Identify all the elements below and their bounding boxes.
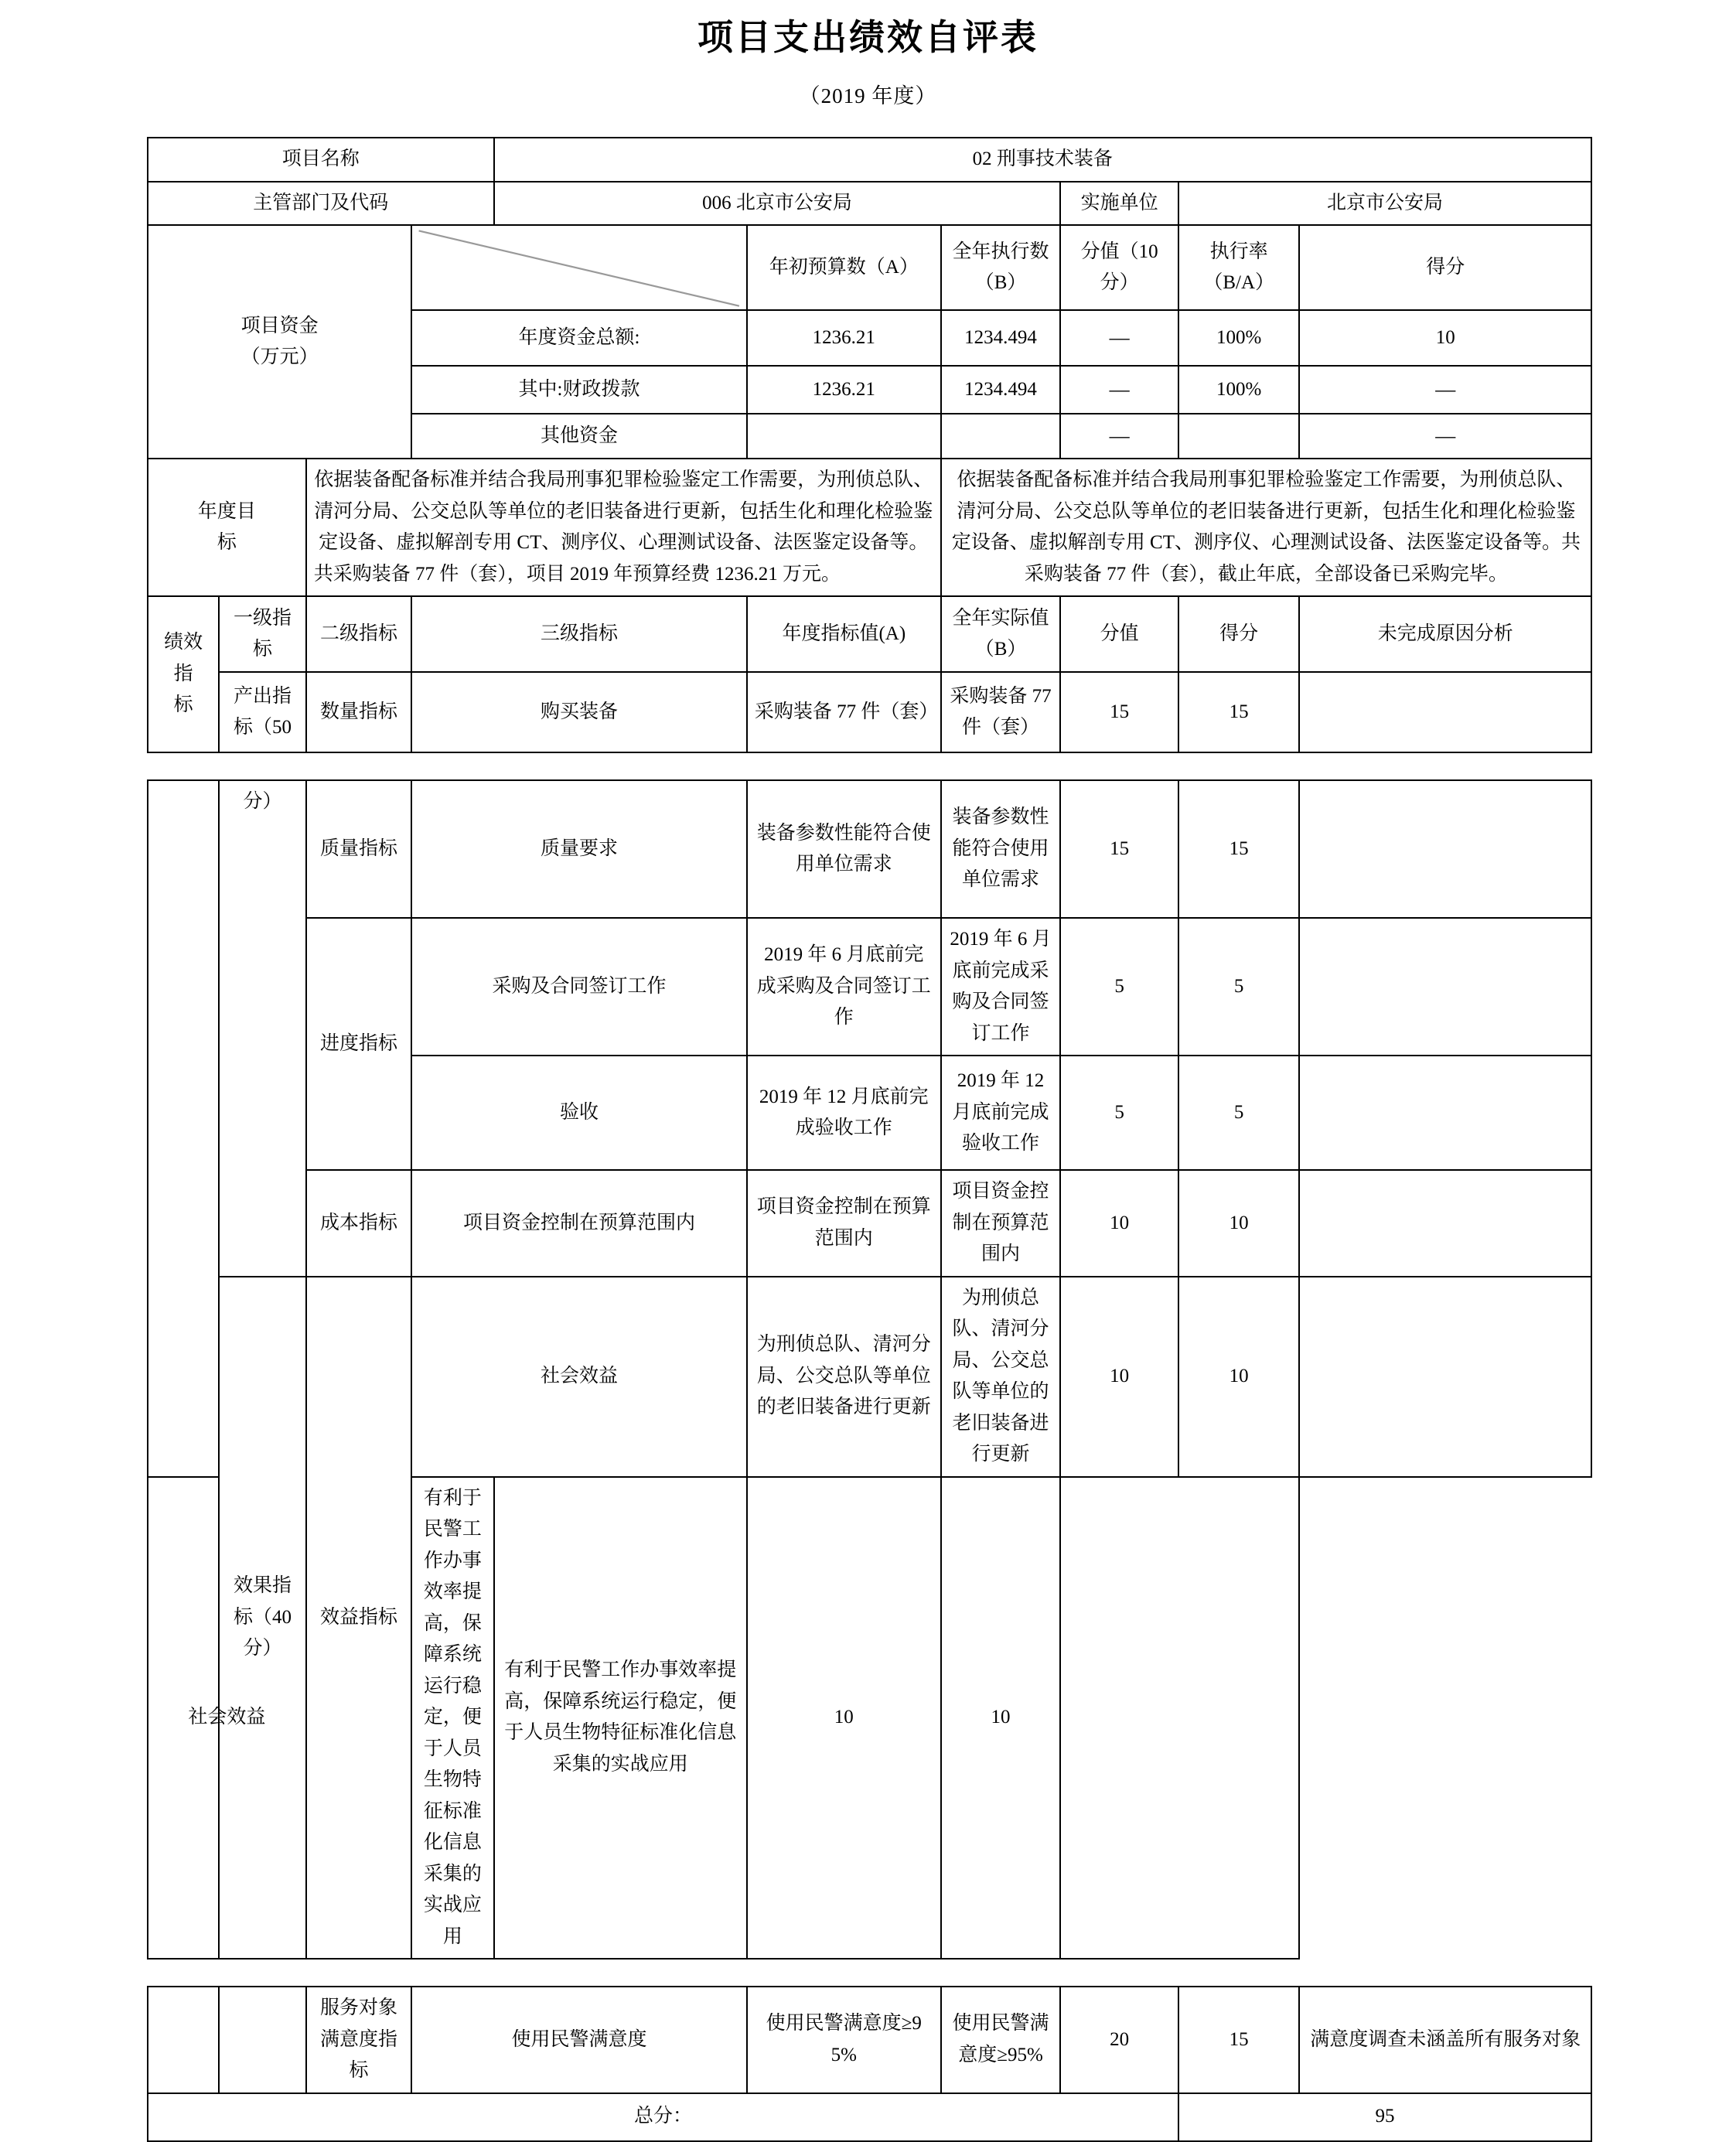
performance-header-score: 得分	[1178, 596, 1300, 672]
funds-header-executed	[941, 225, 1061, 310]
performance-row-0-level1	[219, 672, 305, 752]
performance-row-0-reason	[1299, 672, 1591, 752]
performance-row-5-level2: 效益指标	[306, 1277, 412, 1960]
funds-header-rate	[1178, 225, 1300, 310]
funds-header-score: 得分	[1299, 225, 1591, 310]
performance-row-6-score: 10	[941, 1477, 1061, 1960]
funds-row-2-weight: —	[1060, 414, 1178, 459]
funds-row-0-executed: 1234.494	[941, 310, 1061, 366]
performance-row-2-level2: 进度指标	[306, 918, 412, 1170]
performance-row-1-reason	[1299, 780, 1591, 918]
unit-label: 实施单位	[1060, 182, 1178, 226]
table-row-annual-goal	[148, 459, 1591, 596]
performance-row-7-level1	[219, 1987, 305, 2093]
performance-row-0-weight: 15	[1060, 672, 1178, 752]
performance-row-1-actual: 装备参数性能符合使用单位需求	[941, 780, 1061, 918]
table-row-total-score	[148, 2093, 1591, 2141]
table-row-performance-5	[148, 1277, 1591, 1477]
performance-row-0-level2: 数量指标	[306, 672, 412, 752]
performance-row-4-actual: 项目资金控制在预算范围内	[941, 1170, 1061, 1277]
performance-row-5-level1-line3: 分）	[243, 1638, 282, 1659]
annual-goal-label-line1: 年度目	[197, 500, 256, 522]
performance-row-6-level3: 社会效益	[148, 1477, 306, 1960]
performance-row-1-score: 15	[1178, 780, 1300, 918]
funds-row-1-score: —	[1299, 366, 1591, 414]
performance-row-3-reason	[1299, 1056, 1591, 1170]
funds-row-0-weight: —	[1060, 310, 1178, 366]
funds-header-rate-line2: （B/A）	[1203, 272, 1275, 294]
performance-header-level1: 一级指标	[219, 596, 305, 672]
performance-row-4-level2: 成本指标	[306, 1170, 412, 1277]
funds-row-0-score: 10	[1299, 310, 1591, 366]
funds-row-2-rate	[1178, 414, 1300, 459]
performance-spacer-left-b	[148, 1987, 219, 2093]
performance-row-1-level3: 质量要求	[411, 780, 747, 918]
satisfaction-and-total-table	[147, 1986, 1592, 2142]
performance-row-1-target: 装备参数性能符合使用单位需求	[747, 780, 941, 918]
performance-row-7-reason: 满意度调查未涵盖所有服务对象	[1299, 1987, 1591, 2093]
annual-goal-actual: 依据装备配备标准并结合我局刑事犯罪检验鉴定工作需要，为刑侦总队、清河分局、公交总队等单位的老旧装备进行更新，包括生化和理化检验鉴定设备、虚拟解剖专用 CT、测序仪、心理测试设备、法医鉴定设备等。共采购装备 77 件（套），截止年底，全部设备已采购完毕。	[941, 459, 1591, 596]
basic-info-table	[147, 137, 1592, 753]
performance-row-2-actual: 2019 年 6 月底前完成采购及合同签订工作	[941, 918, 1061, 1056]
performance-row-5-score: 10	[1178, 1277, 1300, 1477]
performance-header-actual-line2: （B）	[974, 639, 1027, 660]
annual-goal-label	[148, 459, 306, 596]
unit-value: 北京市公安局	[1178, 182, 1591, 226]
performance-row-3-actual: 2019 年 12 月底前完成验收工作	[941, 1056, 1061, 1170]
performance-row-label-line1: 绩效指	[164, 632, 203, 684]
funds-header-rate-line1: 执行率	[1209, 240, 1268, 262]
performance-row-5-level1-line2: 标（40	[234, 1606, 292, 1628]
performance-header-actual-line1: 全年实际值	[952, 607, 1049, 629]
performance-row-2-level3: 采购及合同签订工作	[411, 918, 747, 1056]
funds-row-0-rate: 100%	[1178, 310, 1300, 366]
table-row-performance-4	[148, 1170, 1591, 1277]
performance-row-3-level3: 验收	[411, 1056, 747, 1170]
performance-row-1-level1: 分）	[219, 780, 305, 1277]
performance-row-0-target: 采购装备 77 件（套）	[747, 672, 941, 752]
document-page	[0, 14, 1736, 2142]
funds-row-label-line1: 项目资金	[240, 315, 319, 336]
table-row-performance-2	[148, 918, 1591, 1056]
performance-header-weight: 分值	[1060, 596, 1178, 672]
funds-row-1-budget: 1236.21	[747, 366, 941, 414]
performance-row-7-target: 使用民警满意度≥95%	[747, 1987, 941, 2093]
funds-blank-slash-cell	[411, 225, 747, 310]
funds-header-executed-line2: （B）	[974, 272, 1027, 294]
table-row-performance-1	[148, 780, 1591, 918]
performance-row-5-level1-line1: 效果指	[234, 1575, 292, 1597]
performance-row-0-actual: 采购装备 77 件（套）	[941, 672, 1061, 752]
performance-row-5-reason	[1299, 1277, 1591, 1477]
performance-row-5-target: 为刑侦总队、清河分局、公交总队等单位的老旧装备进行更新	[747, 1277, 941, 1477]
performance-row-4-score: 10	[1178, 1170, 1300, 1277]
performance-row-2-reason	[1299, 918, 1591, 1056]
performance-header-level3: 三级指标	[411, 596, 747, 672]
performance-row-label	[148, 596, 219, 752]
annual-goal-planned: 依据装备配备标准并结合我局刑事犯罪检验鉴定工作需要，为刑侦总队、清河分局、公交总队等单位的老旧装备进行更新，包括生化和理化检验鉴定设备、虚拟解剖专用 CT、测序仪、心理测试设备、法医鉴定设备等。共采购装备 77 件（套），项目 2019 年预算经费 1236.21 万元。	[306, 459, 941, 596]
performance-row-3-target: 2019 年 12 月底前完成验收工作	[747, 1056, 941, 1170]
project-name-label: 项目名称	[148, 138, 494, 182]
main-table-section-1	[0, 137, 1736, 753]
main-table-section-2	[0, 779, 1736, 1960]
performance-row-7-level2: 服务对象满意度指标	[306, 1987, 412, 2093]
performance-row-0-level1-line2: 标（50	[234, 717, 292, 738]
funds-row-1-weight: —	[1060, 366, 1178, 414]
performance-row-6-actual: 有利于民警工作办事效率提高，保障系统运行稳定，便于人员生物特征标准化信息采集的实战应用	[494, 1477, 747, 1960]
funds-row-2-executed	[941, 414, 1061, 459]
annual-goal-label-line2: 标	[217, 532, 237, 554]
performance-indicator-table	[147, 779, 1592, 1960]
table-row-funds-header	[148, 225, 1591, 310]
performance-header-reason: 未完成原因分析	[1299, 596, 1591, 672]
funds-header-weight: 分值（10 分）	[1060, 225, 1178, 310]
main-table-section-3	[0, 1986, 1736, 2142]
performance-row-6-weight: 10	[747, 1477, 941, 1960]
table-row-performance-header	[148, 596, 1591, 672]
performance-row-0-score: 15	[1178, 672, 1300, 752]
table-row-performance-7	[148, 1987, 1591, 2093]
total-score-value: 95	[1178, 2093, 1591, 2141]
funds-row-2-budget	[747, 414, 941, 459]
performance-header-actual	[941, 596, 1061, 672]
performance-header-level2: 二级指标	[306, 596, 412, 672]
project-name-value: 02 刑事技术装备	[494, 138, 1591, 182]
performance-spacer-left-a	[148, 780, 219, 1477]
performance-row-5-weight: 10	[1060, 1277, 1178, 1477]
table-row-project-name	[148, 138, 1591, 182]
performance-row-6-reason	[1060, 1477, 1299, 1960]
performance-row-7-weight: 20	[1060, 1987, 1178, 2093]
page-subtitle: （2019 年度）	[799, 84, 937, 108]
performance-row-0-level1-line1: 产出指	[234, 685, 292, 707]
funds-header-budget: 年初预算数（A）	[747, 225, 941, 310]
funds-row-1-name: 其中:财政拨款	[411, 366, 747, 414]
funds-row-0-name: 年度资金总额:	[411, 310, 747, 366]
funds-header-executed-line1: 全年执行数	[952, 240, 1049, 262]
performance-row-1-level2: 质量指标	[306, 780, 412, 918]
performance-row-4-weight: 10	[1060, 1170, 1178, 1277]
diagonal-slash-icon	[412, 226, 746, 309]
table-row-department	[148, 182, 1591, 226]
funds-row-label	[148, 225, 411, 459]
performance-header-target: 年度指标值(A)	[747, 596, 941, 672]
performance-row-2-weight: 5	[1060, 918, 1178, 1056]
performance-row-0-level3: 购买装备	[411, 672, 747, 752]
funds-row-0-budget: 1236.21	[747, 310, 941, 366]
table-row-performance-0	[148, 672, 1591, 752]
funds-row-2-name: 其他资金	[411, 414, 747, 459]
performance-row-7-actual: 使用民警满意度≥95%	[941, 1987, 1061, 2093]
department-value: 006 北京市公安局	[494, 182, 1061, 226]
funds-row-2-score: —	[1299, 414, 1591, 459]
performance-row-2-target: 2019 年 6 月底前完成采购及合同签订工作	[747, 918, 941, 1056]
funds-row-1-executed: 1234.494	[941, 366, 1061, 414]
page-title: 项目支出绩效自评表	[697, 18, 1039, 57]
performance-row-7-score: 15	[1178, 1987, 1300, 2093]
performance-row-3-weight: 5	[1060, 1056, 1178, 1170]
funds-row-1-rate: 100%	[1178, 366, 1300, 414]
performance-row-4-target: 项目资金控制在预算范围内	[747, 1170, 941, 1277]
performance-row-1-weight: 15	[1060, 780, 1178, 918]
performance-row-3-score: 5	[1178, 1056, 1300, 1170]
total-score-label: 总分：	[148, 2093, 1178, 2141]
performance-row-4-level3: 项目资金控制在预算范围内	[411, 1170, 747, 1277]
performance-row-6-target: 有利于民警工作办事效率提高，保障系统运行稳定，便于人员生物特征标准化信息采集的实战应用	[411, 1477, 493, 1960]
performance-row-label-line2: 标	[173, 694, 193, 716]
department-label: 主管部门及代码	[148, 182, 494, 226]
performance-row-5-actual: 为刑侦总队、清河分局、公交总队等单位的老旧装备进行更新	[941, 1277, 1061, 1477]
performance-row-4-reason	[1299, 1170, 1591, 1277]
funds-row-label-line2: （万元）	[240, 346, 319, 368]
performance-row-2-score: 5	[1178, 918, 1300, 1056]
performance-row-5-level3: 社会效益	[411, 1277, 747, 1477]
performance-row-7-level3: 使用民警满意度	[411, 1987, 747, 2093]
